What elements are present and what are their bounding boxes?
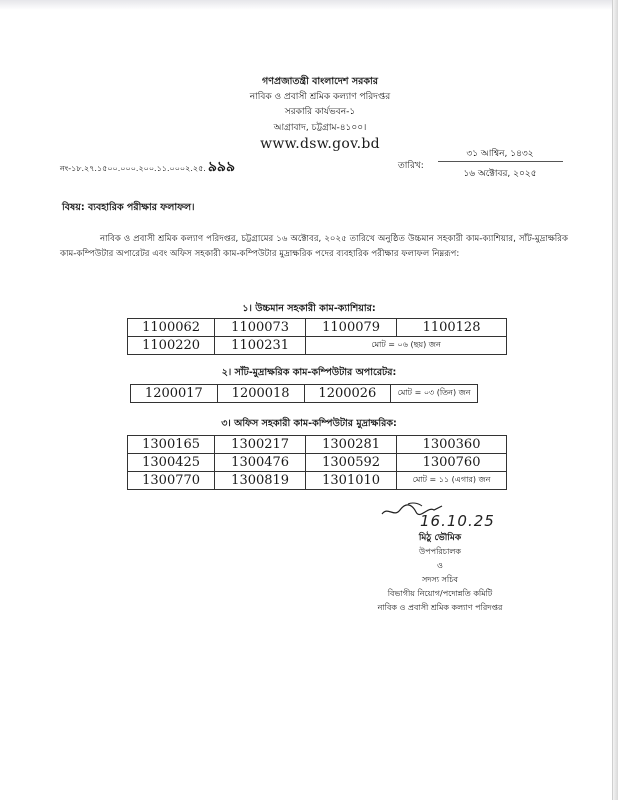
subject-line: বিষয়: ব্যবহারিক পরীক্ষার ফলাফল। — [62, 202, 195, 213]
roll-cell: 1100062 — [128, 319, 215, 337]
roll-cell: 1300217 — [215, 436, 306, 454]
roll-cell: 1200017 — [131, 385, 218, 403]
roll-cell: 1100220 — [128, 337, 215, 355]
roll-cell: 1300360 — [397, 436, 507, 454]
roll-cell: 1200026 — [304, 385, 391, 403]
signatory-conjunction: ও — [437, 561, 443, 570]
signatory-office: নাবিক ও প্রবাসী শ্রমিক কল্যাণ পরিদপ্তর — [377, 603, 503, 612]
roll-cell: 1300425 — [128, 454, 215, 472]
roll-cell: 1300770 — [128, 472, 215, 490]
letterhead — [180, 74, 460, 153]
table-row — [128, 436, 507, 454]
table-row — [128, 472, 507, 490]
roll-cell: 1300819 — [215, 472, 306, 490]
scan-shadow-top — [0, 0, 618, 10]
signatory-committee: বিভাগীয় নিয়োগ/পদোন্নতি কমিটি — [387, 589, 493, 598]
signatory-name: মিঠু ভৌমিক — [418, 533, 462, 543]
total-cell: মোট = ০৩ (তিন) জন — [391, 385, 478, 403]
roll-cell: 1100079 — [306, 319, 397, 337]
memo-number-text: নং-১৮.২৭.১৫০০.০০০.২০০.১১.০০০২.২৫. — [60, 164, 206, 173]
memo-handwritten-suffix: ৯৯৯ — [207, 159, 236, 175]
table-row — [128, 319, 507, 337]
section-3-table — [127, 435, 507, 490]
table-row — [131, 385, 478, 403]
roll-cell: 1300760 — [397, 454, 507, 472]
roll-cell: 1100231 — [215, 337, 306, 355]
roll-cell: 1200018 — [217, 385, 304, 403]
date-bangla: ৩১ আশ্বিন, ১৪৩২ — [466, 149, 534, 159]
section-3-title: ৩। অফিস সহকারী কাম-কম্পিউটার মুদ্রাক্ষরিক: — [221, 418, 397, 429]
signatory-designation: উপপরিচালক — [419, 547, 461, 556]
roll-cell: 1300165 — [128, 436, 215, 454]
department-name: নাবিক ও প্রবাসী শ্রমিক কল্যাণ পরিদপ্তর — [249, 91, 391, 102]
address: আগ্রাবাদ, চট্টগ্রাম-৪১০০। — [273, 122, 367, 133]
roll-cell: 1100073 — [215, 319, 306, 337]
section-2-title: ২। সাঁট-মুদ্রাক্ষরিক কাম-কম্পিউটার অপারেটর: — [221, 367, 397, 378]
total-cell: মোট = ০৬ (ছয়) জন — [306, 337, 507, 355]
date-divider — [438, 161, 563, 162]
table-row — [128, 337, 507, 355]
signatory-role: সদস্য সচিব — [422, 575, 458, 584]
building-name: সরকারি কার্যভবন-১ — [284, 107, 356, 117]
section-1-title: ১। উচ্চমান সহকারী কাম-ক্যাশিয়ার: — [242, 303, 376, 314]
signatory-details — [350, 531, 530, 615]
section-1-table — [127, 318, 507, 355]
roll-cell: 1100128 — [397, 319, 507, 337]
roll-cell: 1300476 — [215, 454, 306, 472]
govt-name: গণপ্রজাতন্ত্রী বাংলাদেশ সরকার — [262, 76, 378, 87]
date-gregorian: ১৬ অক্টোবর, ২০২৫ — [463, 169, 537, 179]
body-paragraph: নাবিক ও প্রবাসী শ্রমিক কল্যাণ পরিদপ্তর, চট্টগ্রামের ১৬ অক্টোবর, ২০২৫ তারিখে অনুষ্ঠিত উচ্চমান সহকারী কাম-ক্যাশিয়ার, সাঁট-মুদ্রাক্ষরিক কাম-কম্পিউটার অপারেটর এবং অফিস সহকারী কাম-কম্পিউটার মুদ্রাক্ষরিক পদের ব্যবহারিক পরীক্ষার ফলাফল নিম্নরূপ: — [60, 234, 568, 259]
total-cell: মোট = ১১ (এগার) জন — [397, 472, 507, 490]
table-row — [128, 454, 507, 472]
roll-cell: 1300592 — [306, 454, 397, 472]
signature-date: 16.10.25 — [420, 512, 495, 530]
roll-cell: 1300281 — [306, 436, 397, 454]
section-2-table — [130, 384, 478, 403]
scan-edge-right — [612, 0, 618, 800]
roll-cell: 1301010 — [306, 472, 397, 490]
website-link[interactable]: www.dsw.gov.bd — [260, 136, 380, 152]
memo-number — [60, 155, 235, 179]
date-label: তারিখ: — [398, 161, 424, 171]
